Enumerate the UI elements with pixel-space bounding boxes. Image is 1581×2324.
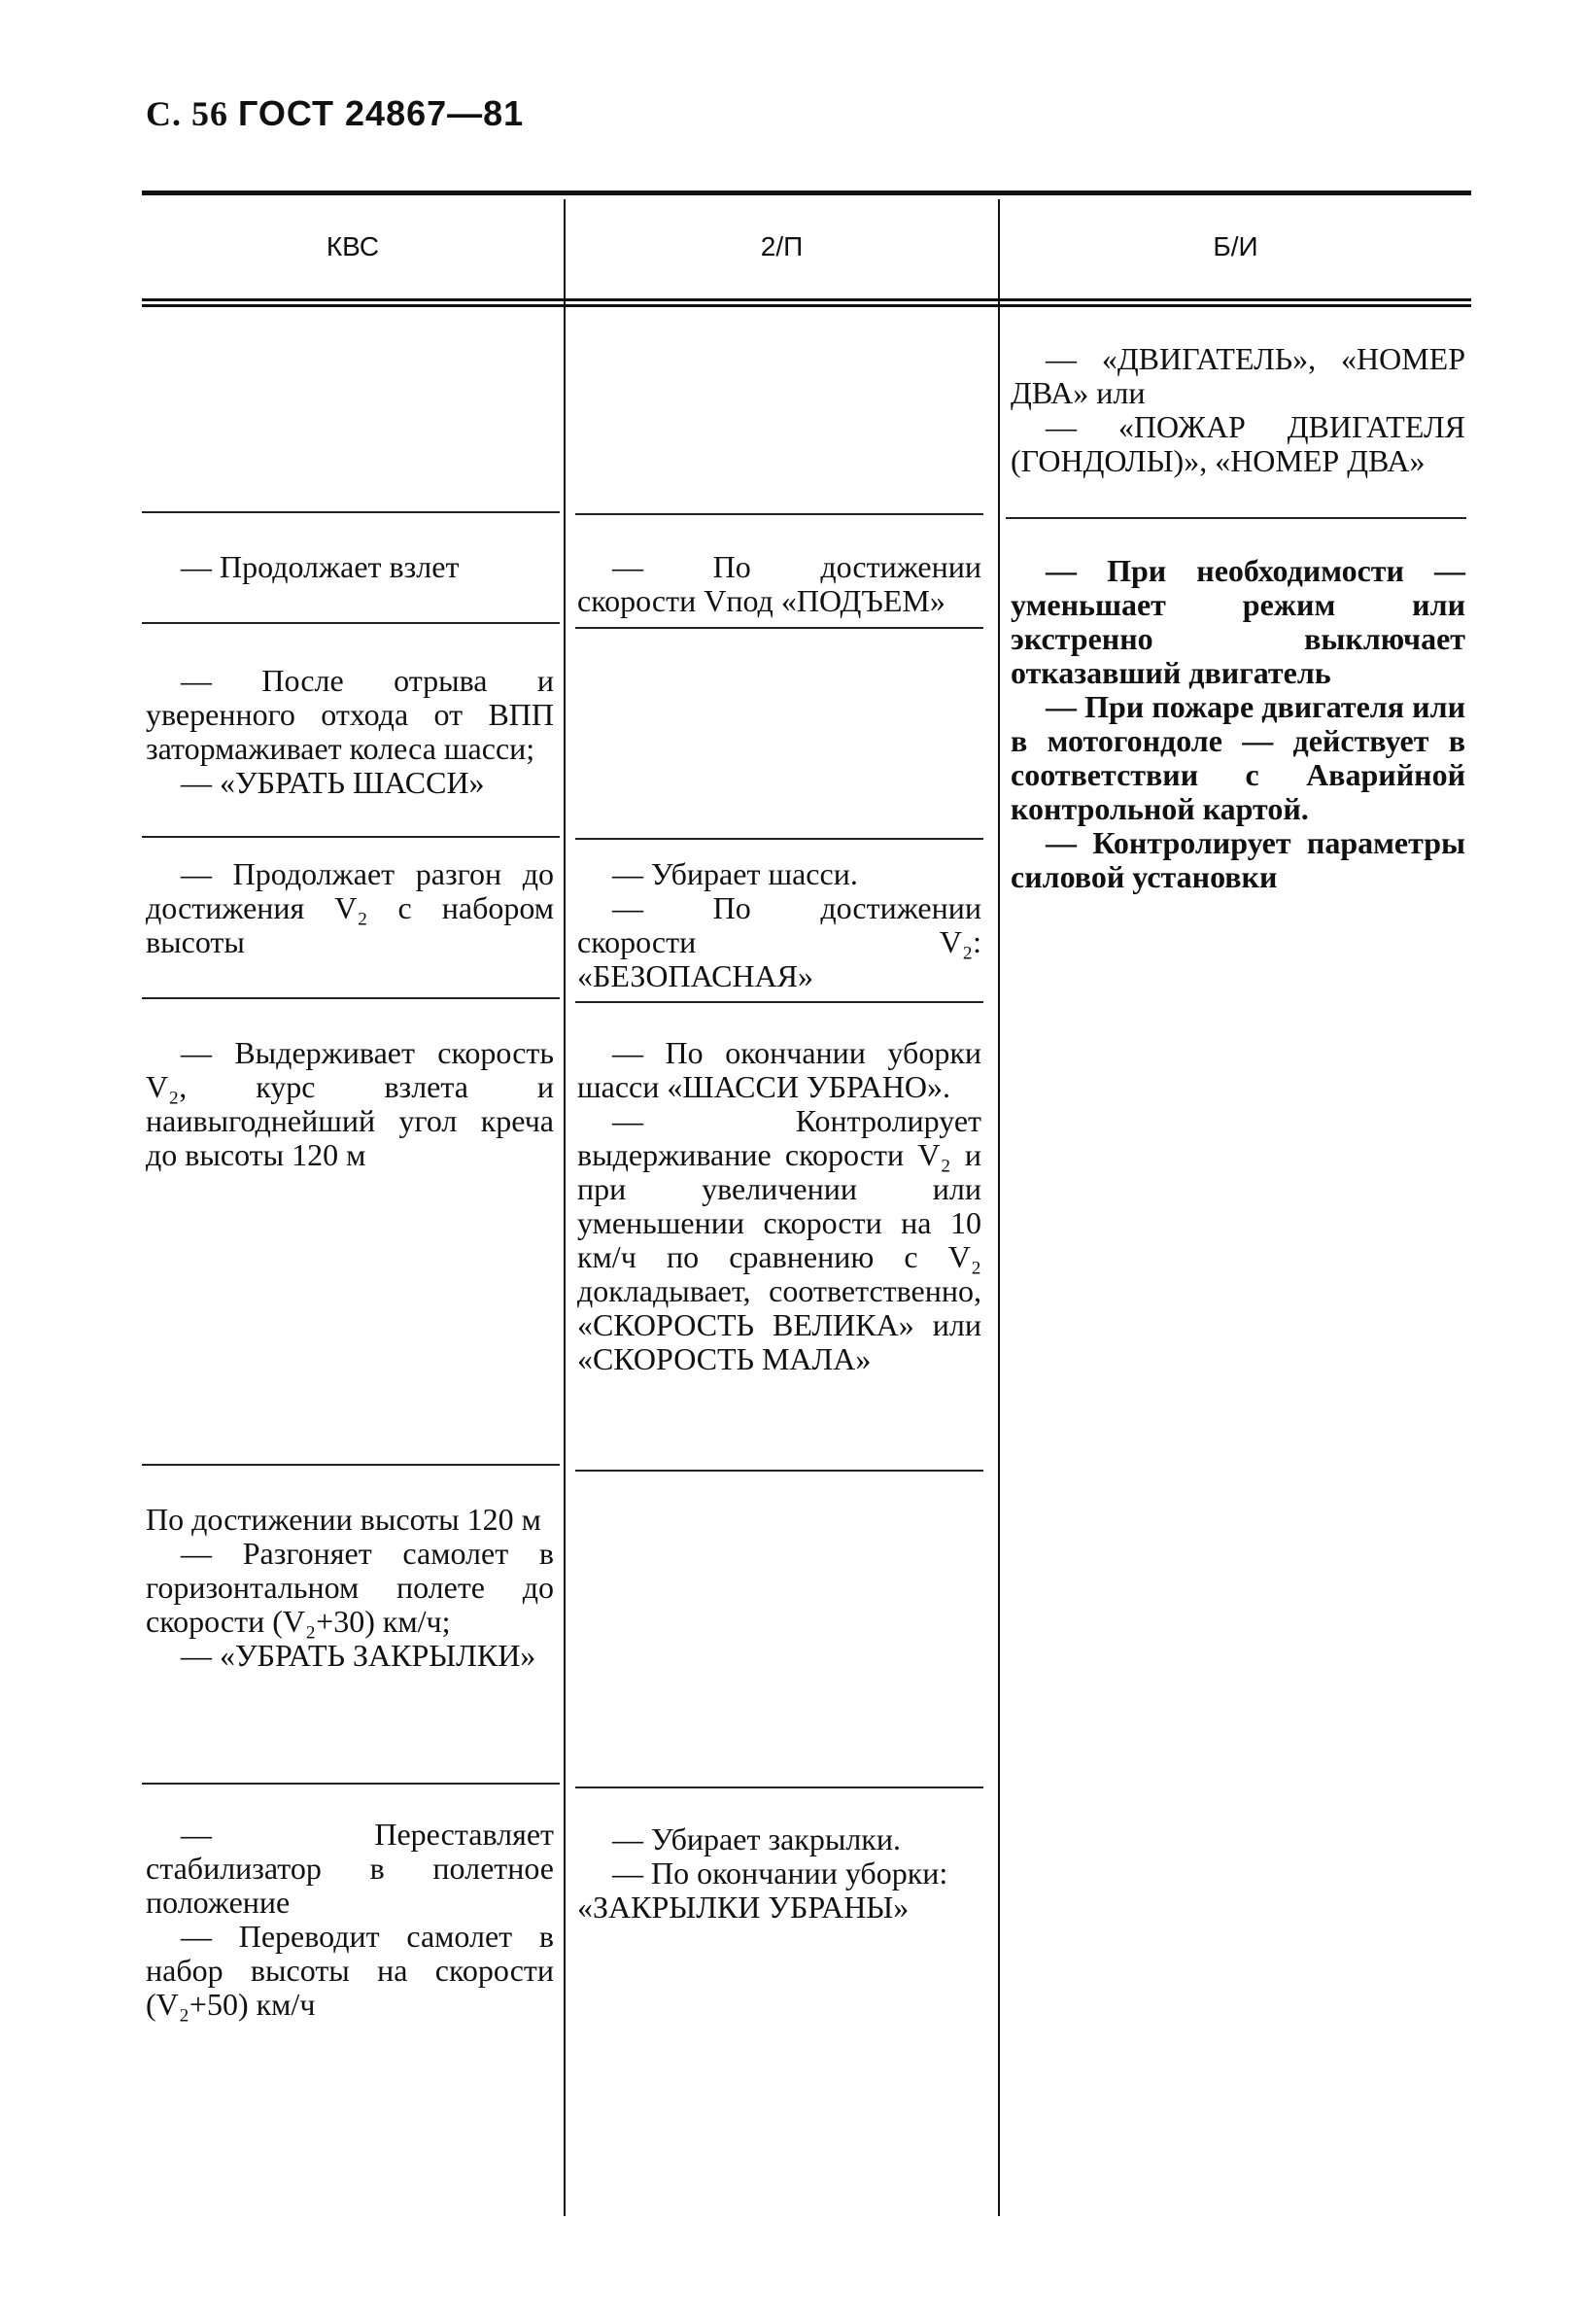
kvs-climb: — Переводит самолет в набор высоты на скорости (V₂+50) км/ч	[146, 1919, 554, 2022]
p2-rule-2	[575, 627, 983, 629]
kvs-rule-1	[142, 511, 560, 513]
p2-speed-monitor: — Контролирует выдерживание скорости V₂ и при увеличении или уменьшении скорости на 10 км/ч по сравнению с V₂ докладывает, соответственно, «СКОРОСТЬ ВЕЛИКА» или «СКОРОСТЬ МАЛА»	[577, 1103, 981, 1376]
bi-reduce-line: — При необходимости — уменьшает режим или экстренно выключает отказавший двигатель	[1011, 553, 1465, 690]
p2-cell-4	[577, 1036, 981, 1376]
bi-engine-line: — «ДВИГАТЕЛЬ», «НОМЕР ДВА» или	[1011, 341, 1465, 410]
kvs-rule-2	[142, 622, 560, 624]
kvs-cell-4	[146, 1036, 554, 1172]
page-header	[146, 93, 524, 134]
kvs-stabilizer: — Переставляет стабилизатор в полетное положение	[146, 1817, 554, 1920]
kvs-cell-2	[146, 664, 554, 800]
bi-row-rule	[1006, 517, 1466, 519]
p2-rule-6	[575, 1786, 983, 1788]
bi-monitor-line: — Контролирует параметры силовой установки	[1011, 825, 1465, 894]
p2-cell-6	[577, 1822, 981, 1925]
column-header-2p: 2/П	[760, 231, 804, 261]
kvs-flaps-up-command: — «УБРАТЬ ЗАКРЫЛКИ»	[181, 1638, 536, 1673]
column-header-kvs: КВС	[326, 231, 380, 261]
kvs-rule-5	[142, 1464, 560, 1466]
kvs-cell-3	[146, 857, 554, 959]
kvs-accelerate-level: — Разгоняет самолет в горизонтальном полете до скорости (V₂+30) км/ч;	[146, 1536, 554, 1639]
kvs-gear-up-command: — «УБРАТЬ ШАССИ»	[181, 765, 485, 800]
p2-rotate-call: — По достижении скорости Vпод «ПОДЪЕМ»	[577, 549, 981, 618]
p2-rule-1	[575, 513, 983, 515]
column-header-bi: Б/И	[1213, 231, 1258, 261]
kvs-accelerate: — Продолжает разгон до достижения V₂ с набором высоты	[146, 856, 554, 959]
p2-rule-3	[575, 838, 983, 840]
header-rule-1	[142, 298, 1471, 301]
kvs-cell-5	[146, 1503, 554, 1673]
p2-gear-retracted-call: — По окончании уборки шасси «ШАССИ УБРАНО».	[577, 1035, 981, 1104]
p2-flaps-retracted-call: «ЗАКРЫЛКИ УБРАНЫ»	[577, 1890, 910, 1925]
kvs-cell-1	[146, 550, 554, 584]
header-rule-2	[142, 304, 1471, 307]
kvs-rule-6	[142, 1783, 560, 1785]
page-number: С. 56	[146, 94, 228, 133]
table-top-rule	[142, 191, 1471, 195]
kvs-cell-6	[146, 1818, 554, 2022]
p2-flaps-retract: — Убирает закрылки.	[612, 1821, 901, 1856]
bi-fire-line: — «ПОЖАР ДВИГАТЕЛЯ (ГОНДОЛЫ)», «НОМЕР ДВА»	[1011, 409, 1465, 478]
p2-gear-up: — Убирает шасси.	[612, 856, 858, 891]
p2-rule-5	[575, 1470, 983, 1472]
column-divider-2	[998, 199, 1000, 2216]
kvs-rule-3	[142, 836, 560, 838]
kvs-maintain-speed: — Выдерживает скорость V₂, курс взлета и наивыгоднейший угол креча до высоты 120 м	[146, 1035, 554, 1172]
p2-cell-1	[577, 550, 981, 618]
p2-cell-3	[577, 857, 981, 993]
kvs-continue-takeoff: — Продолжает взлет	[181, 549, 460, 584]
bi-fire-action-line: — При пожаре двигателя или в мотогондоле — действует в соответствии с Аварийной контрольной картой.	[1011, 689, 1465, 826]
p2-after-retraction: — По окончании уборки:	[612, 1856, 948, 1890]
kvs-at-altitude: По достижении высоты 120 м	[146, 1502, 541, 1537]
standard-number: ГОСТ 24867—81	[238, 93, 525, 133]
p2-rule-4	[575, 1001, 983, 1003]
column-divider-1	[564, 199, 566, 2216]
bi-cell-engine-report	[1011, 342, 1465, 478]
kvs-rule-4	[142, 997, 560, 999]
p2-safe-call: — По достижении скорости V₂: «БЕЗОПАСНАЯ»	[577, 890, 981, 993]
kvs-brake-wheels: — После отрыва и уверенного отхода от ВПП затормаживает колеса шасси;	[146, 663, 554, 766]
bi-cell-actions	[1011, 554, 1465, 894]
